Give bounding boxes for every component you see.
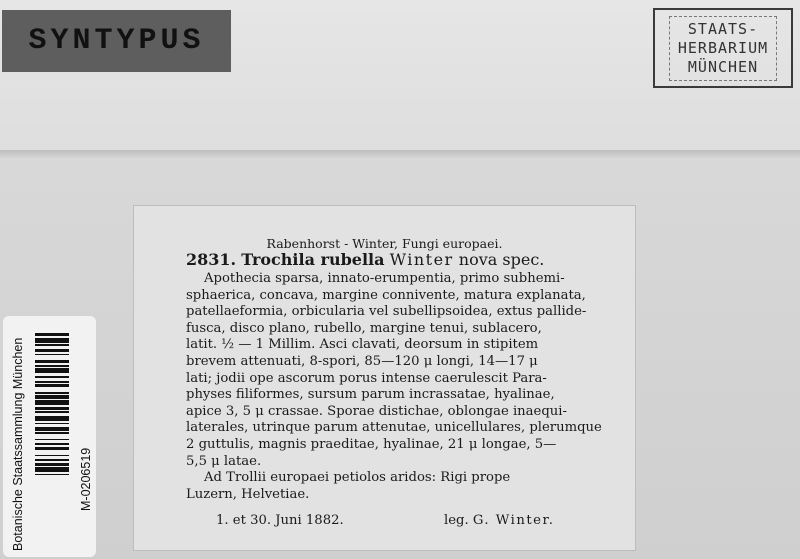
description-line: brevem attenuati, 8-spori, 85—120 μ longi, 14—17 μ	[186, 353, 538, 369]
barcode-bar	[35, 407, 69, 410]
barcode-bar	[35, 395, 69, 398]
herbarium-stamp-text	[669, 16, 777, 81]
description-line: patellaeformia, orbicularia vel subellipsoidea, extus pallide-	[186, 304, 587, 320]
barcode-bar	[35, 349, 69, 352]
barcode-id: M-0206519	[79, 447, 93, 511]
collection-date: 1. et 30. Juni 1882.	[216, 513, 344, 528]
exsiccata-number: 2831.	[186, 250, 237, 269]
barcode-bar	[35, 381, 69, 383]
taxon-name: Trochila rubella	[241, 250, 385, 269]
barcode-bar	[35, 439, 69, 441]
description-line: lati; jodii ope ascorum porus intense caerulescit Para-	[186, 370, 547, 386]
barcode-bar	[35, 443, 69, 445]
collection-footer	[216, 513, 616, 528]
barcode-bar	[35, 333, 69, 336]
taxon-status: nova spec.	[458, 250, 545, 269]
barcode-bar	[35, 474, 69, 476]
habitat-line: Luzern, Helvetiae.	[186, 486, 310, 502]
barcode-bar	[35, 368, 69, 373]
description-line: latit. ½ — 1 Millim. Asci clavati, deorsum in stipitem	[186, 337, 539, 353]
barcode-bar	[35, 455, 69, 457]
barcode-bar	[35, 376, 69, 378]
barcode-bar	[35, 392, 69, 394]
barcode-bar	[35, 463, 69, 466]
specimen-label	[134, 206, 635, 550]
description-line: fusca, disco plano, rubello, margine tenui, sublacero,	[186, 320, 542, 336]
description-line: sphaerica, concava, margine connivente, matura explanata,	[186, 287, 586, 303]
barcode-bar	[35, 344, 69, 346]
sheet-fold	[0, 150, 800, 158]
barcode-bar	[35, 411, 69, 413]
taxon-author: Winter	[389, 250, 454, 269]
collector-line	[444, 513, 555, 528]
barcode-bar	[35, 354, 69, 356]
barcode-bar	[35, 338, 69, 343]
description-line: 2 guttulis, magnis praeditae, hyalinae, 21 μ longae, 5—	[186, 436, 557, 452]
barcode-bar	[35, 423, 69, 425]
description-line: 5,5 μ latae.	[186, 453, 262, 469]
leg-prefix: leg.	[444, 513, 469, 528]
description	[186, 271, 608, 503]
barcode-bar	[35, 400, 69, 405]
description-line: apice 3, 5 μ crassae. Sporae distichae, oblongae inaequi-	[186, 403, 567, 419]
barcode-bar	[35, 427, 69, 430]
barcode-bar	[35, 459, 69, 461]
barcode-bar	[35, 432, 69, 434]
barcode-bar	[35, 365, 69, 367]
stamp-line: MÜNCHEN	[687, 57, 759, 76]
series-title: Rabenhorst - Winter, Fungi europaei.	[266, 236, 503, 251]
habitat-line: Ad Trollii europaei petiolos aridos: Rigi prope	[204, 470, 511, 486]
barcode-bar	[35, 360, 69, 363]
stamp-line: HERBARIUM	[677, 38, 769, 57]
barcode-bar	[35, 447, 69, 450]
syntypus-label: SYNTYPUS	[2, 10, 231, 72]
description-line: Apothecia sparsa, innato-erumpentia, primo subhemi-	[204, 271, 565, 286]
barcode-label	[3, 316, 96, 557]
species-heading	[186, 250, 544, 269]
description-line: physes filiformes, sursum parum incrassatae, hyalinae,	[186, 387, 555, 403]
description-line: laterales, utrinque parum attenutae, unicellulares, plerumque	[186, 420, 602, 436]
barcode-bar	[35, 384, 69, 387]
herbarium-stamp	[653, 8, 793, 88]
stamp-line: STAATS-	[687, 19, 759, 38]
barcode-bar	[35, 416, 69, 421]
collector-name: G. Winter.	[472, 513, 555, 528]
barcode-bars	[35, 333, 69, 547]
institution-name: Botanische Staatssammlung München	[11, 337, 25, 551]
barcode-bar	[35, 467, 69, 472]
